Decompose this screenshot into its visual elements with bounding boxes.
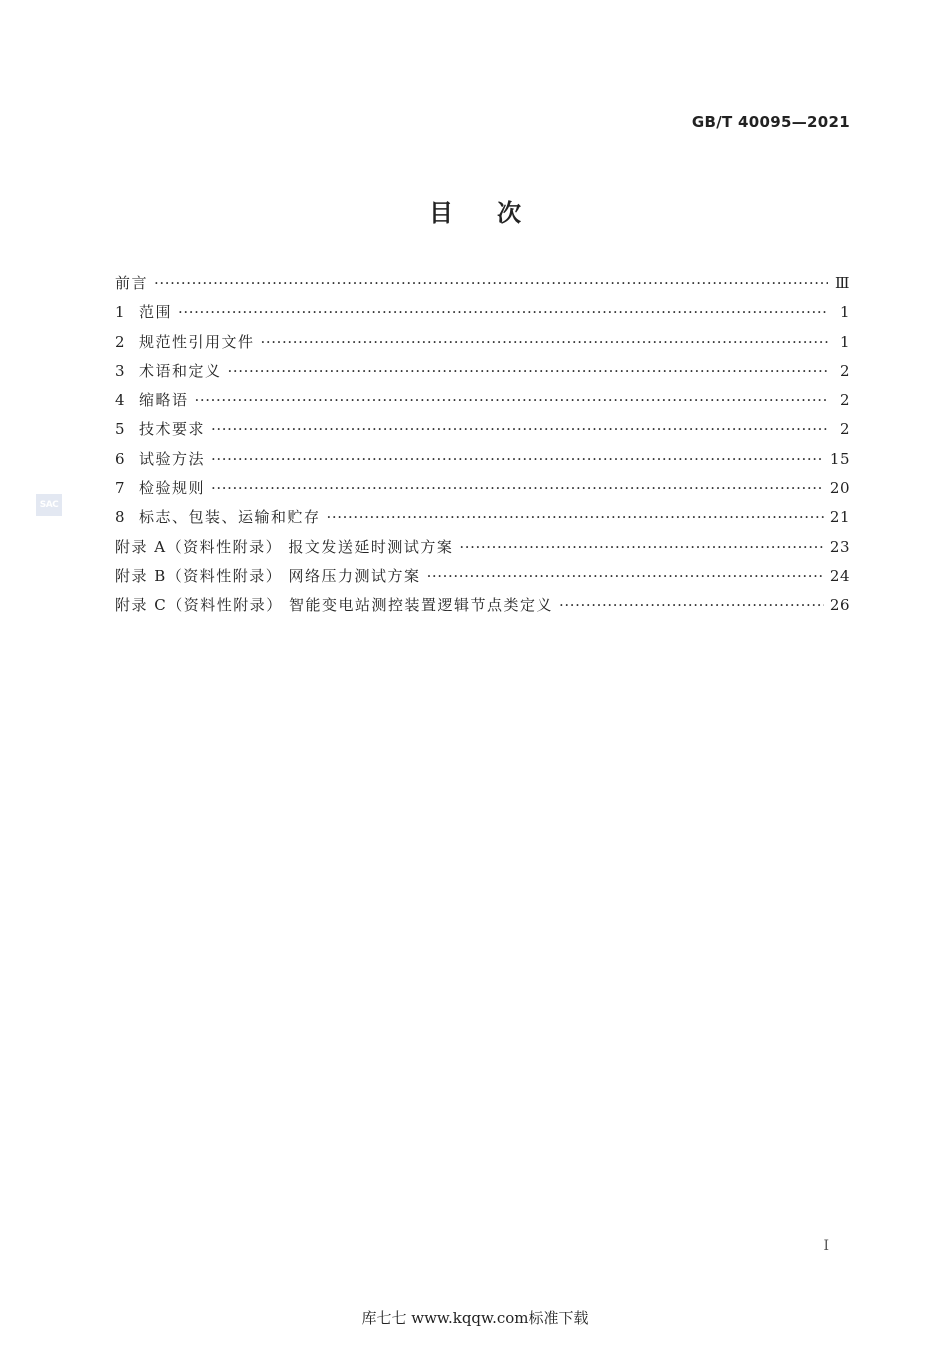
toc-leader-dots (195, 391, 828, 409)
toc-leader-dots (459, 538, 824, 556)
page-title: 目次 (429, 199, 565, 227)
toc-leader-dots (427, 567, 824, 585)
toc-entry-number: 4 (115, 391, 127, 410)
toc-leader-dots (327, 508, 824, 526)
toc-entry-number: 6 (115, 449, 127, 468)
toc-entry-label: 缩略语 (139, 391, 189, 410)
standard-number: GB/T 40095—2021 (691, 113, 850, 131)
toc-leader-dots (154, 274, 828, 292)
toc-leader-dots (261, 333, 828, 351)
toc-entry-page: 21 (829, 508, 850, 527)
toc-leader-dots (211, 420, 828, 438)
toc-entry-page: 2 (839, 391, 850, 410)
toc-entry-number: 1 (115, 303, 127, 322)
toc-entry-label: 前言 (115, 274, 149, 292)
toc-entry-1[interactable] (115, 301, 850, 330)
toc-entry-label: 技术要求 (139, 420, 206, 439)
toc-entry-5[interactable] (115, 418, 850, 447)
footer-watermark: 库七七 www.kqqw.com标准下载 (361, 1309, 589, 1327)
toc-entry-6[interactable] (115, 448, 850, 477)
toc-entry-number: 7 (115, 479, 127, 498)
toc-entry-label: 标志、包装、运输和贮存 (139, 508, 321, 527)
toc-entry-label: 范围 (139, 303, 173, 322)
toc-entry-3[interactable] (115, 360, 850, 389)
toc-entry-label: 术语和定义 (139, 361, 222, 380)
toc-entry-page: 20 (829, 479, 850, 498)
toc-leader-dots (178, 303, 828, 321)
toc-entry-appendix-b[interactable] (115, 565, 850, 594)
toc-entry-page: 15 (829, 449, 850, 468)
toc-entry-8[interactable] (115, 506, 850, 535)
toc-entry-appendix-c[interactable] (115, 594, 850, 623)
toc-entry-number: 2 (115, 332, 127, 351)
toc-leader-dots (211, 479, 824, 497)
toc-entry-label: 附录 A（资料性附录） 报文发送延时测试方案 (115, 537, 454, 556)
toc-entry-7[interactable] (115, 477, 850, 506)
toc-entry-label: 试验方法 (139, 449, 206, 468)
toc-entry-label: 规范性引用文件 (139, 332, 255, 351)
toc-entry-number: 5 (115, 420, 127, 439)
toc-entry-page: Ⅲ (835, 274, 850, 292)
toc-entry-page: 1 (839, 332, 850, 351)
toc-entry-label: 附录 C（资料性附录） 智能变电站测控装置逻辑节点类定义 (115, 596, 554, 615)
sac-logo-icon: SAC (36, 494, 62, 516)
toc-entry-preface[interactable] (115, 272, 850, 301)
toc-leader-dots (211, 450, 824, 468)
toc-entry-page: 2 (839, 361, 850, 380)
toc-entry-page: 26 (829, 596, 850, 615)
toc-entry-page: 2 (839, 420, 850, 439)
toc-leader-dots (559, 596, 824, 614)
toc-entry-label: 附录 B（资料性附录） 网络压力测试方案 (115, 566, 421, 585)
toc-entry-number: 3 (115, 361, 127, 380)
toc-entry-appendix-a[interactable] (115, 536, 850, 565)
toc-entry-page: 1 (839, 303, 850, 322)
toc-entry-2[interactable] (115, 331, 850, 360)
toc-entry-page: 23 (829, 537, 850, 556)
toc-leader-dots (228, 362, 828, 380)
table-of-contents (115, 272, 850, 624)
toc-entry-number: 8 (115, 508, 127, 527)
page-number: I (823, 1238, 829, 1254)
toc-entry-4[interactable] (115, 389, 850, 418)
toc-entry-page: 24 (829, 566, 850, 585)
toc-entry-label: 检验规则 (139, 479, 206, 498)
